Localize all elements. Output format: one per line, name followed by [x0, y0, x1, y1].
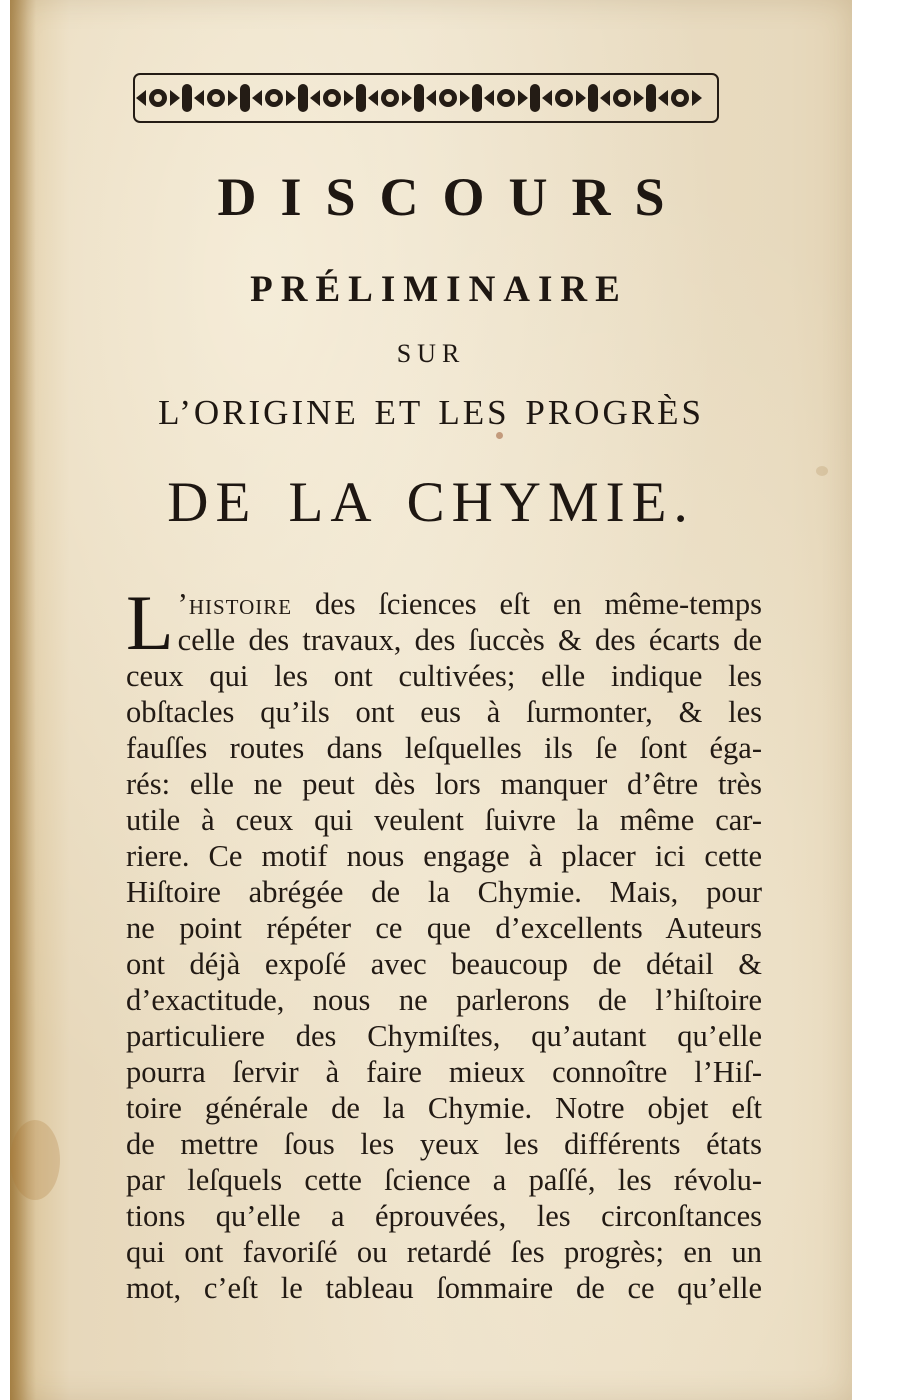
connector-sur: SUR: [396, 339, 466, 368]
paper-stain: [496, 432, 503, 439]
first-word: ’histoire: [177, 587, 293, 621]
text-line: obſtacles qu’ils ont eus à ſurmonter, & les: [126, 695, 762, 729]
paper-stain: [10, 1120, 60, 1200]
text-line: pourra ſervir à faire mieux connoître l’Hiſ-: [126, 1055, 762, 1089]
text-line: [126, 586, 762, 622]
text-line: qui ont favoriſé ou retardé ſes progrès; en un: [126, 1235, 762, 1269]
book-page: [10, 0, 852, 1400]
drop-cap: L: [126, 579, 174, 666]
text-line: riere. Ce motif nous engage à placer ici cette: [126, 839, 762, 873]
text-line: ont déjà expoſé avec beaucoup de détail &: [126, 947, 762, 981]
decorative-headpiece: [128, 66, 724, 130]
body-paragraph: [126, 579, 762, 1306]
text-line: par leſquels cette ſcience a paſſé, les révolu-: [126, 1163, 762, 1197]
title-discours: DISCOURS: [217, 167, 689, 227]
subtitle-preliminaire: PRÉLIMINAIRE: [250, 269, 628, 310]
text-line: celle des travaux, des ſuccès & des écarts de: [177, 623, 762, 657]
topic-origine: L’ORIGINE ET LES PROGRÈS: [158, 393, 704, 432]
text-line: tions qu’elle a éprouvées, les circonſtances: [126, 1199, 762, 1233]
text-line: Hiſtoire abrégée de la Chymie. Mais, pour: [126, 875, 762, 909]
text-line: de mettre ſous les yeux les différents états: [126, 1127, 762, 1161]
text-line: particuliere des Chymiſtes, qu’autant qu’elle: [126, 1019, 762, 1053]
text-line: ceux qui les ont cultivées; elle indique les: [126, 659, 762, 693]
subject-chymie: DE LA CHYMIE.: [167, 471, 695, 534]
text-line: utile à ceux qui veulent ſuivre la même car-: [126, 803, 762, 837]
text-line: d’exactitude, nous ne parlerons de l’hiſtoire: [126, 983, 762, 1017]
text-line: ne point répéter ce que d’excellents Auteurs: [126, 911, 762, 945]
text-line: mot, c’eſt le tableau ſommaire de ce qu’elle: [126, 1271, 762, 1305]
text-line: fauſſes routes dans leſquelles ils ſe ſont éga-: [126, 731, 762, 765]
text-line: rés: elle ne peut dès lors manquer d’être très: [126, 767, 762, 801]
line-remainder: des ſciences eſt en même-temps: [292, 587, 762, 621]
text-line: toire générale de la Chymie. Notre objet eſt: [126, 1091, 762, 1125]
